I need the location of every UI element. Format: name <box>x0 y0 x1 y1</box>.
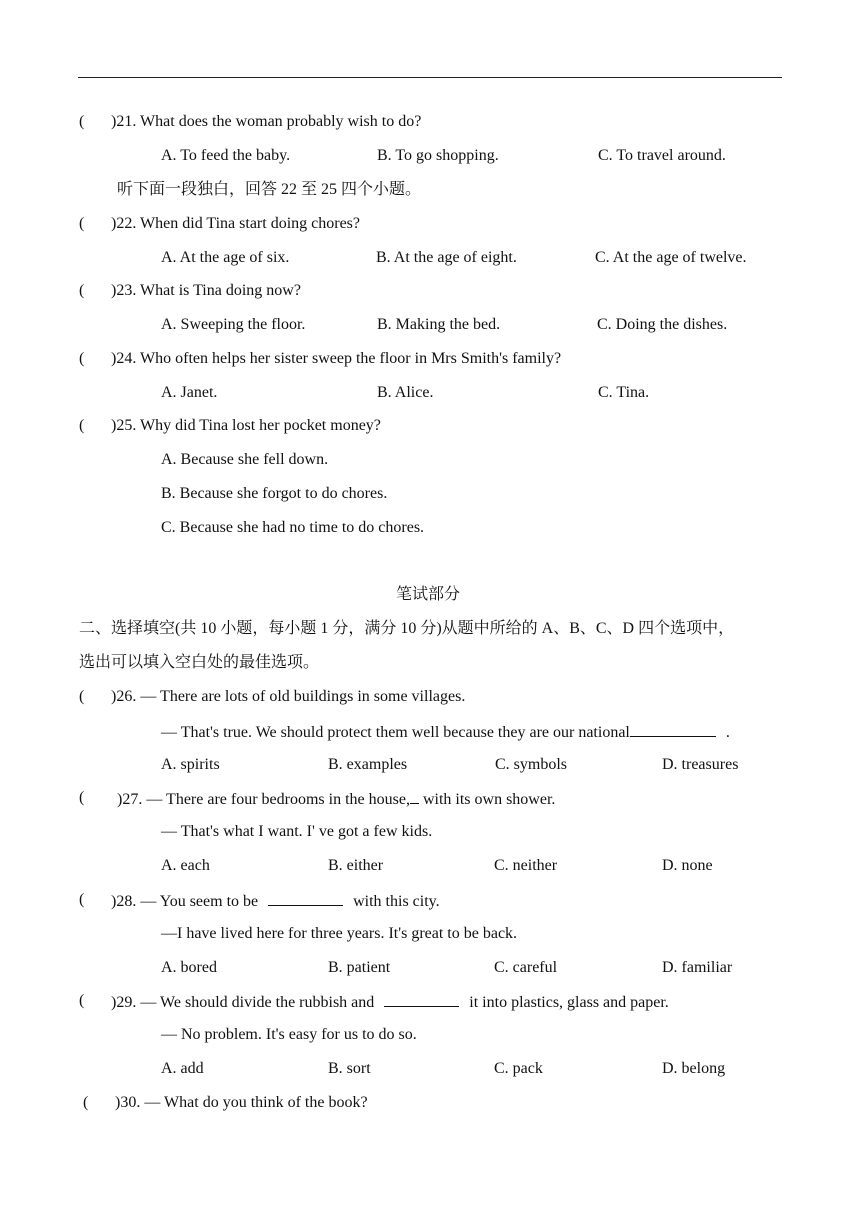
monologue-instruction: 听下面一段独白，回答 22 至 25 四个小题。 <box>117 181 422 198</box>
q29-option-d: D. belong <box>662 1060 726 1077</box>
q28-blank <box>268 890 343 906</box>
q27-text-after: with its own shower. <box>418 791 556 808</box>
question-26: )26. — There are lots of old buildings in some villages. <box>111 688 466 705</box>
question-21: )21. What does the woman probably wish to do? <box>111 113 422 130</box>
q27-reply: — That's what I want. I' ve got a few kids. <box>161 823 433 840</box>
q28-option-a: A. bored <box>161 959 217 976</box>
q29-option-b: B. sort <box>328 1060 371 1077</box>
question-29 <box>111 991 669 1013</box>
q24-option-a: A. Janet. <box>161 384 218 401</box>
answer-paren-24[interactable]: ( <box>79 350 85 367</box>
q22-option-a: A. At the age of six. <box>161 249 290 266</box>
q26-reply-end: . <box>725 724 730 741</box>
answer-paren-22[interactable]: ( <box>79 215 85 232</box>
q22-option-c: C. At the age of twelve. <box>595 249 747 266</box>
q22-option-b: B. At the age of eight. <box>376 249 517 266</box>
q27-option-c: C. neither <box>494 857 558 874</box>
q29-blank <box>384 991 459 1007</box>
question-25: )25. Why did Tina lost her pocket money? <box>111 417 381 434</box>
q28-text-after: with this city. <box>353 893 440 910</box>
question-27 <box>117 788 555 810</box>
part2-heading-line1: 二、选择填空(共 10 小题，每小题 1 分，满分 10 分)从题中所给的 A、B、C、D 四个选项中， <box>79 620 735 637</box>
answer-paren-27[interactable]: ( <box>79 789 85 806</box>
q26-reply <box>161 721 730 743</box>
q27-option-d: D. none <box>662 857 713 874</box>
section-title: 笔试部分 <box>396 586 461 603</box>
question-22: )22. When did Tina start doing chores? <box>111 215 361 232</box>
part2-heading-line2: 选出可以填入空白处的最佳选项。 <box>79 654 320 671</box>
q27-option-b: B. either <box>328 857 384 874</box>
q28-option-b: B. patient <box>328 959 391 976</box>
answer-paren-21[interactable]: ( <box>79 113 85 130</box>
q23-option-c: C. Doing the dishes. <box>597 316 728 333</box>
answer-paren-26[interactable]: ( <box>79 688 85 705</box>
answer-paren-30[interactable]: ( <box>83 1094 89 1111</box>
q24-option-c: C. Tina. <box>598 384 650 401</box>
q26-option-b: B. examples <box>328 756 408 773</box>
q29-text-before: )29. — We should divide the rubbish and <box>111 994 375 1011</box>
question-28 <box>111 890 440 912</box>
question-30: )30. — What do you think of the book? <box>115 1094 368 1111</box>
q21-option-c: C. To travel around. <box>598 147 726 164</box>
answer-paren-29[interactable]: ( <box>79 992 85 1009</box>
q29-text-after: it into plastics, glass and paper. <box>469 994 669 1011</box>
q21-option-a: A. To feed the baby. <box>161 147 291 164</box>
q26-blank <box>630 721 716 737</box>
q25-option-b: B. Because she forgot to do chores. <box>161 485 388 502</box>
q23-option-b: B. Making the bed. <box>377 316 501 333</box>
answer-paren-28[interactable]: ( <box>79 891 85 908</box>
question-23: )23. What is Tina doing now? <box>111 282 301 299</box>
q28-option-c: C. careful <box>494 959 558 976</box>
q29-option-c: C. pack <box>494 1060 543 1077</box>
q27-blank <box>410 788 419 804</box>
q29-reply: — No problem. It's easy for us to do so. <box>161 1026 417 1043</box>
q25-option-a: A. Because she fell down. <box>161 451 329 468</box>
q24-option-b: B. Alice. <box>377 384 434 401</box>
q26-option-d: D. treasures <box>662 756 739 773</box>
q23-option-a: A. Sweeping the floor. <box>161 316 306 333</box>
q26-option-a: A. spirits <box>161 756 220 773</box>
header-rule <box>78 77 782 78</box>
q27-option-a: A. each <box>161 857 210 874</box>
q25-option-c: C. Because she had no time to do chores. <box>161 519 425 536</box>
q29-option-a: A. add <box>161 1060 204 1077</box>
q28-text-before: )28. — You seem to be <box>111 893 259 910</box>
question-24: )24. Who often helps her sister sweep the floor in Mrs Smith's family? <box>111 350 562 367</box>
q26-reply-text: — That's true. We should protect them well because they are our national <box>161 724 630 741</box>
q21-option-b: B. To go shopping. <box>377 147 499 164</box>
q28-reply: —I have lived here for three years. It's great to be back. <box>161 925 518 942</box>
answer-paren-23[interactable]: ( <box>79 282 85 299</box>
q27-text-before: )27. — There are four bedrooms in the house, <box>117 791 410 808</box>
answer-paren-25[interactable]: ( <box>79 417 85 434</box>
q28-option-d: D. familiar <box>662 959 733 976</box>
q26-option-c: C. symbols <box>495 756 568 773</box>
